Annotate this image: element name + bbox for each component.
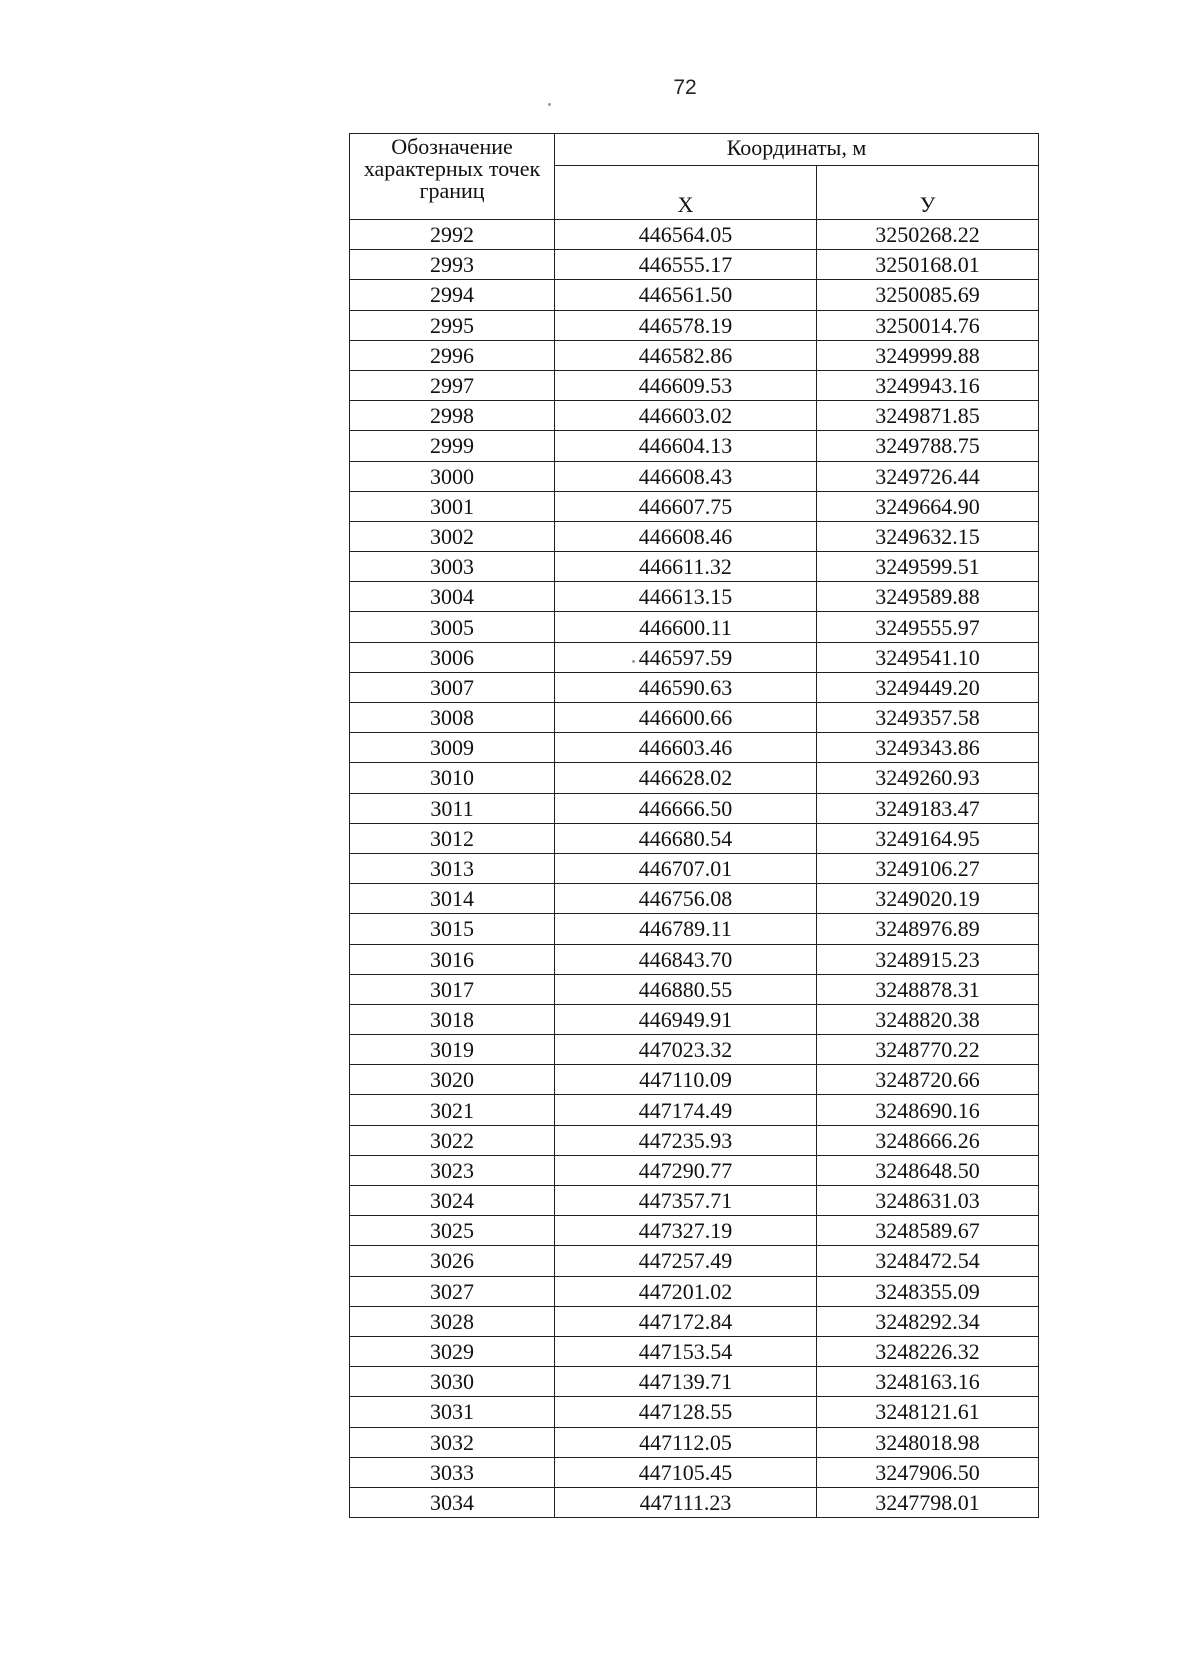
table-row bbox=[350, 914, 1039, 944]
point-designation-header: Обозначение характерных точек границ bbox=[350, 134, 555, 220]
y-coordinate-cell: 3249943.16 bbox=[817, 370, 1039, 400]
point-id-cell: 3021 bbox=[350, 1095, 555, 1125]
point-id-cell: 3007 bbox=[350, 672, 555, 702]
y-coordinate-cell: 3248820.38 bbox=[817, 1004, 1039, 1034]
point-id-cell: 3011 bbox=[350, 793, 555, 823]
x-coordinate-cell: 446597.59 bbox=[555, 642, 817, 672]
table-row bbox=[350, 612, 1039, 642]
table-row bbox=[350, 642, 1039, 672]
point-id-cell: 2996 bbox=[350, 340, 555, 370]
point-id-cell: 2993 bbox=[350, 250, 555, 280]
x-coordinate-cell: 446843.70 bbox=[555, 944, 817, 974]
x-coordinate-cell: 446949.91 bbox=[555, 1004, 817, 1034]
x-coordinate-cell: 446603.02 bbox=[555, 401, 817, 431]
y-column-header: У bbox=[817, 166, 1039, 220]
y-coordinate-cell: 3249164.95 bbox=[817, 823, 1039, 853]
y-coordinate-cell: 3249106.27 bbox=[817, 853, 1039, 883]
y-coordinate-cell: 3248690.16 bbox=[817, 1095, 1039, 1125]
x-coordinate-cell: 447153.54 bbox=[555, 1336, 817, 1366]
x-coordinate-cell: 446666.50 bbox=[555, 793, 817, 823]
y-coordinate-cell: 3248472.54 bbox=[817, 1246, 1039, 1276]
point-id-cell: 3030 bbox=[350, 1367, 555, 1397]
point-id-cell: 2995 bbox=[350, 310, 555, 340]
point-id-cell: 3034 bbox=[350, 1487, 555, 1517]
point-id-cell: 3002 bbox=[350, 521, 555, 551]
x-coordinate-cell: 446578.19 bbox=[555, 310, 817, 340]
table-row bbox=[350, 1155, 1039, 1185]
x-coordinate-cell: 447174.49 bbox=[555, 1095, 817, 1125]
table-row bbox=[350, 1065, 1039, 1095]
coordinates-table bbox=[349, 133, 1039, 1518]
table-row bbox=[350, 521, 1039, 551]
point-id-cell: 3028 bbox=[350, 1306, 555, 1336]
x-coordinate-cell: 447357.71 bbox=[555, 1186, 817, 1216]
y-coordinate-cell: 3249449.20 bbox=[817, 672, 1039, 702]
x-coordinate-cell: 446600.66 bbox=[555, 703, 817, 733]
table-row bbox=[350, 280, 1039, 310]
table-row bbox=[350, 1246, 1039, 1276]
x-coordinate-cell: 446880.55 bbox=[555, 974, 817, 1004]
y-coordinate-cell: 3248226.32 bbox=[817, 1336, 1039, 1366]
point-id-cell: 3014 bbox=[350, 884, 555, 914]
table-row bbox=[350, 340, 1039, 370]
table-row bbox=[350, 823, 1039, 853]
x-coordinate-cell: 446608.46 bbox=[555, 521, 817, 551]
y-coordinate-cell: 3250014.76 bbox=[817, 310, 1039, 340]
y-coordinate-cell: 3248720.66 bbox=[817, 1065, 1039, 1095]
point-id-cell: 3008 bbox=[350, 703, 555, 733]
x-coordinate-cell: 447257.49 bbox=[555, 1246, 817, 1276]
table-row bbox=[350, 431, 1039, 461]
point-id-cell: 3017 bbox=[350, 974, 555, 1004]
y-coordinate-cell: 3248648.50 bbox=[817, 1155, 1039, 1185]
y-coordinate-cell: 3249555.97 bbox=[817, 612, 1039, 642]
y-coordinate-cell: 3248292.34 bbox=[817, 1306, 1039, 1336]
y-coordinate-cell: 3248976.89 bbox=[817, 914, 1039, 944]
table-row bbox=[350, 1125, 1039, 1155]
point-id-cell: 3000 bbox=[350, 461, 555, 491]
scan-speck bbox=[548, 103, 551, 106]
table-row bbox=[350, 1336, 1039, 1366]
x-coordinate-cell: 446582.86 bbox=[555, 340, 817, 370]
y-coordinate-cell: 3248018.98 bbox=[817, 1427, 1039, 1457]
table-row bbox=[350, 1306, 1039, 1336]
x-coordinate-cell: 447105.45 bbox=[555, 1457, 817, 1487]
y-coordinate-cell: 3248631.03 bbox=[817, 1186, 1039, 1216]
table-row bbox=[350, 944, 1039, 974]
x-column-header: Х bbox=[555, 166, 817, 220]
table-row bbox=[350, 1186, 1039, 1216]
x-coordinate-cell: 447128.55 bbox=[555, 1397, 817, 1427]
y-coordinate-cell: 3249871.85 bbox=[817, 401, 1039, 431]
table-row bbox=[350, 1367, 1039, 1397]
point-id-cell: 3033 bbox=[350, 1457, 555, 1487]
point-id-cell: 2997 bbox=[350, 370, 555, 400]
x-coordinate-cell: 446561.50 bbox=[555, 280, 817, 310]
x-coordinate-cell: 446555.17 bbox=[555, 250, 817, 280]
table-row bbox=[350, 461, 1039, 491]
point-id-cell: 3019 bbox=[350, 1035, 555, 1065]
point-id-cell: 2998 bbox=[350, 401, 555, 431]
point-id-cell: 3025 bbox=[350, 1216, 555, 1246]
y-coordinate-cell: 3249726.44 bbox=[817, 461, 1039, 491]
point-id-cell: 3016 bbox=[350, 944, 555, 974]
x-coordinate-cell: 446756.08 bbox=[555, 884, 817, 914]
point-id-cell: 3015 bbox=[350, 914, 555, 944]
table-body bbox=[350, 220, 1039, 1518]
point-id-cell: 3003 bbox=[350, 552, 555, 582]
x-coordinate-cell: 447290.77 bbox=[555, 1155, 817, 1185]
point-id-cell: 3009 bbox=[350, 733, 555, 763]
x-coordinate-cell: 447112.05 bbox=[555, 1427, 817, 1457]
y-coordinate-cell: 3249357.58 bbox=[817, 703, 1039, 733]
point-id-cell: 2999 bbox=[350, 431, 555, 461]
y-coordinate-cell: 3248121.61 bbox=[817, 1397, 1039, 1427]
table-row bbox=[350, 1216, 1039, 1246]
x-coordinate-cell: 446603.46 bbox=[555, 733, 817, 763]
x-coordinate-cell: 446789.11 bbox=[555, 914, 817, 944]
table-row bbox=[350, 853, 1039, 883]
point-id-cell: 3018 bbox=[350, 1004, 555, 1034]
table-row bbox=[350, 1427, 1039, 1457]
x-coordinate-cell: 446707.01 bbox=[555, 853, 817, 883]
y-coordinate-cell: 3248770.22 bbox=[817, 1035, 1039, 1065]
table-row bbox=[350, 401, 1039, 431]
point-id-cell: 3012 bbox=[350, 823, 555, 853]
x-coordinate-cell: 446609.53 bbox=[555, 370, 817, 400]
table-row bbox=[350, 1487, 1039, 1517]
table-row bbox=[350, 310, 1039, 340]
point-id-cell: 3023 bbox=[350, 1155, 555, 1185]
table-row bbox=[350, 733, 1039, 763]
y-coordinate-cell: 3247798.01 bbox=[817, 1487, 1039, 1517]
y-coordinate-cell: 3250085.69 bbox=[817, 280, 1039, 310]
y-coordinate-cell: 3249999.88 bbox=[817, 340, 1039, 370]
y-coordinate-cell: 3249343.86 bbox=[817, 733, 1039, 763]
y-coordinate-cell: 3249632.15 bbox=[817, 521, 1039, 551]
y-coordinate-cell: 3249541.10 bbox=[817, 642, 1039, 672]
point-id-cell: 3010 bbox=[350, 763, 555, 793]
y-coordinate-cell: 3248666.26 bbox=[817, 1125, 1039, 1155]
point-id-cell: 3022 bbox=[350, 1125, 555, 1155]
table-row bbox=[350, 1457, 1039, 1487]
x-coordinate-cell: 446607.75 bbox=[555, 491, 817, 521]
x-coordinate-cell: 446564.05 bbox=[555, 220, 817, 250]
y-coordinate-cell: 3248163.16 bbox=[817, 1367, 1039, 1397]
y-coordinate-cell: 3249664.90 bbox=[817, 491, 1039, 521]
table-row bbox=[350, 672, 1039, 702]
page-number: 72 bbox=[673, 76, 697, 99]
x-coordinate-cell: 447201.02 bbox=[555, 1276, 817, 1306]
table-row bbox=[350, 1004, 1039, 1034]
x-coordinate-cell: 447235.93 bbox=[555, 1125, 817, 1155]
table-row bbox=[350, 1095, 1039, 1125]
point-id-cell: 3001 bbox=[350, 491, 555, 521]
y-coordinate-cell: 3249589.88 bbox=[817, 582, 1039, 612]
x-coordinate-cell: 446608.43 bbox=[555, 461, 817, 491]
point-id-cell: 3004 bbox=[350, 582, 555, 612]
x-coordinate-cell: 446604.13 bbox=[555, 431, 817, 461]
x-coordinate-cell: 446611.32 bbox=[555, 552, 817, 582]
point-id-cell: 2992 bbox=[350, 220, 555, 250]
table-row bbox=[350, 1035, 1039, 1065]
point-id-cell: 3032 bbox=[350, 1427, 555, 1457]
table-row bbox=[350, 582, 1039, 612]
x-coordinate-cell: 446628.02 bbox=[555, 763, 817, 793]
y-coordinate-cell: 3249599.51 bbox=[817, 552, 1039, 582]
table-header bbox=[350, 134, 1039, 220]
x-coordinate-cell: 447110.09 bbox=[555, 1065, 817, 1095]
y-coordinate-cell: 3247906.50 bbox=[817, 1457, 1039, 1487]
point-id-cell: 3013 bbox=[350, 853, 555, 883]
y-coordinate-cell: 3248589.67 bbox=[817, 1216, 1039, 1246]
table-row bbox=[350, 250, 1039, 280]
table-row bbox=[350, 220, 1039, 250]
table-row bbox=[350, 884, 1039, 914]
y-coordinate-cell: 3249020.19 bbox=[817, 884, 1039, 914]
point-id-cell: 3005 bbox=[350, 612, 555, 642]
table-row bbox=[350, 370, 1039, 400]
x-coordinate-cell: 447023.32 bbox=[555, 1035, 817, 1065]
x-coordinate-cell: 446680.54 bbox=[555, 823, 817, 853]
point-id-cell: 3006 bbox=[350, 642, 555, 672]
coordinates-header: Координаты, м bbox=[555, 134, 1039, 166]
point-id-cell: 2994 bbox=[350, 280, 555, 310]
table-row bbox=[350, 1397, 1039, 1427]
y-coordinate-cell: 3249260.93 bbox=[817, 763, 1039, 793]
table-row bbox=[350, 703, 1039, 733]
table-row bbox=[350, 763, 1039, 793]
point-id-cell: 3027 bbox=[350, 1276, 555, 1306]
table-row bbox=[350, 793, 1039, 823]
x-coordinate-cell: 446590.63 bbox=[555, 672, 817, 702]
table-row bbox=[350, 552, 1039, 582]
point-id-cell: 3024 bbox=[350, 1186, 555, 1216]
y-coordinate-cell: 3249183.47 bbox=[817, 793, 1039, 823]
y-coordinate-cell: 3248915.23 bbox=[817, 944, 1039, 974]
point-id-cell: 3031 bbox=[350, 1397, 555, 1427]
x-coordinate-cell: 447327.19 bbox=[555, 1216, 817, 1246]
y-coordinate-cell: 3248355.09 bbox=[817, 1276, 1039, 1306]
x-coordinate-cell: 447139.71 bbox=[555, 1367, 817, 1397]
y-coordinate-cell: 3250168.01 bbox=[817, 250, 1039, 280]
x-coordinate-cell: 447111.23 bbox=[555, 1487, 817, 1517]
table-row bbox=[350, 491, 1039, 521]
table-row bbox=[350, 1276, 1039, 1306]
table-row bbox=[350, 974, 1039, 1004]
point-id-cell: 3026 bbox=[350, 1246, 555, 1276]
x-coordinate-cell: 447172.84 bbox=[555, 1306, 817, 1336]
point-id-cell: 3029 bbox=[350, 1336, 555, 1366]
x-coordinate-cell: 446600.11 bbox=[555, 612, 817, 642]
point-id-cell: 3020 bbox=[350, 1065, 555, 1095]
y-coordinate-cell: 3250268.22 bbox=[817, 220, 1039, 250]
y-coordinate-cell: 3248878.31 bbox=[817, 974, 1039, 1004]
y-coordinate-cell: 3249788.75 bbox=[817, 431, 1039, 461]
x-coordinate-cell: 446613.15 bbox=[555, 582, 817, 612]
